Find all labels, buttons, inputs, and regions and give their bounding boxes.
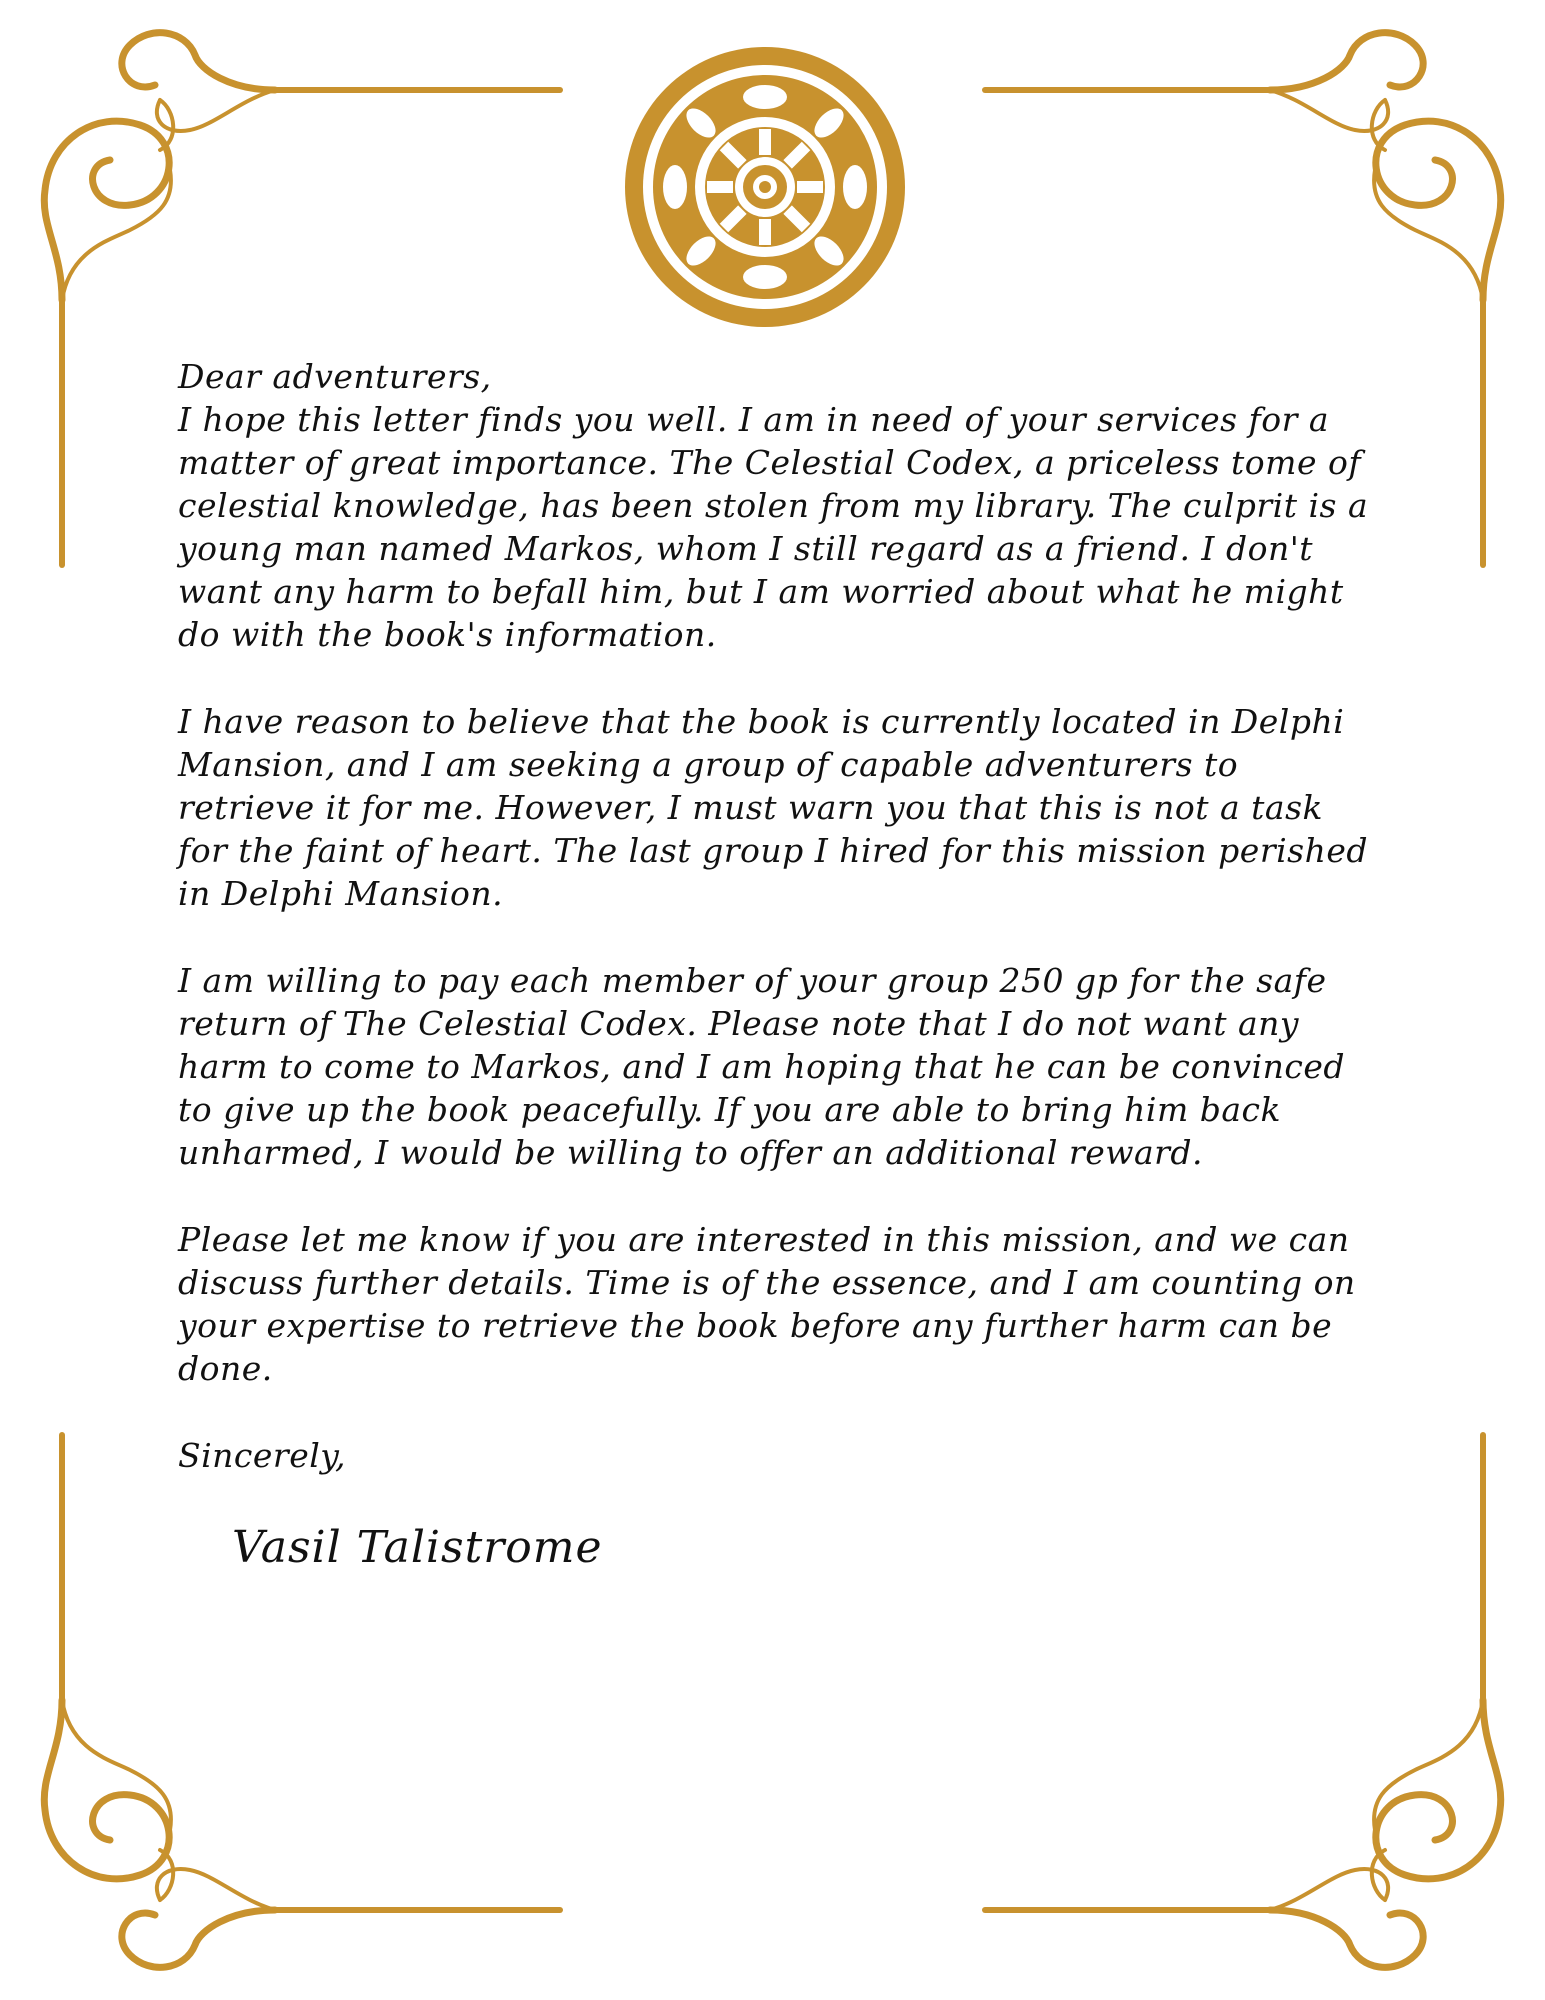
letter-paragraph-2: I have reason to believe that the book is currently located in Delphi Mansion, and I am seeking a group of capable adventurers to retrieve it for me. However, I must warn you that this is not a task for the faint of heart. The last group I hired for this mission perished in Delphi Mansion. bbox=[178, 702, 1369, 913]
letter-paragraph-1: I hope this letter finds you well. I am in need of your services for a matter of great importance. The Celestial Codex, a priceless tome of celestial knowledge, has been stolen from my library. The culprit is a young man named Markos, whom I still regard as a friend. I don't want any harm to befall him, but I am worried about what he might do with the book's information. bbox=[178, 400, 1369, 654]
mandala-medallion-icon bbox=[625, 47, 905, 327]
letter-paragraph-4: Please let me know if you are interested in this mission, and we can discuss further details. Time is of the essence, and I am counting on your expertise to retrieve the book before any further harm can be done. bbox=[178, 1220, 1356, 1388]
letter-body bbox=[178, 355, 1378, 1507]
letter-closing: Sincerely, bbox=[178, 1436, 347, 1475]
letter-paragraph-3: I am willing to pay each member of your group 250 gp for the safe return of The Celestial Codex. Please note that I do not want any harm to come to Markos, and I am hoping that he can be convinced to give up the book peacefully. If you are able to bring him back unharmed, I would be willing to offer an additional reward. bbox=[178, 961, 1346, 1172]
corner-bottom-left bbox=[44, 1435, 560, 1967]
corner-bottom-right bbox=[985, 1435, 1501, 1967]
letter-greeting: Dear adventurers, bbox=[178, 357, 492, 396]
letter-signature: Vasil Talistrome bbox=[232, 1522, 603, 1573]
